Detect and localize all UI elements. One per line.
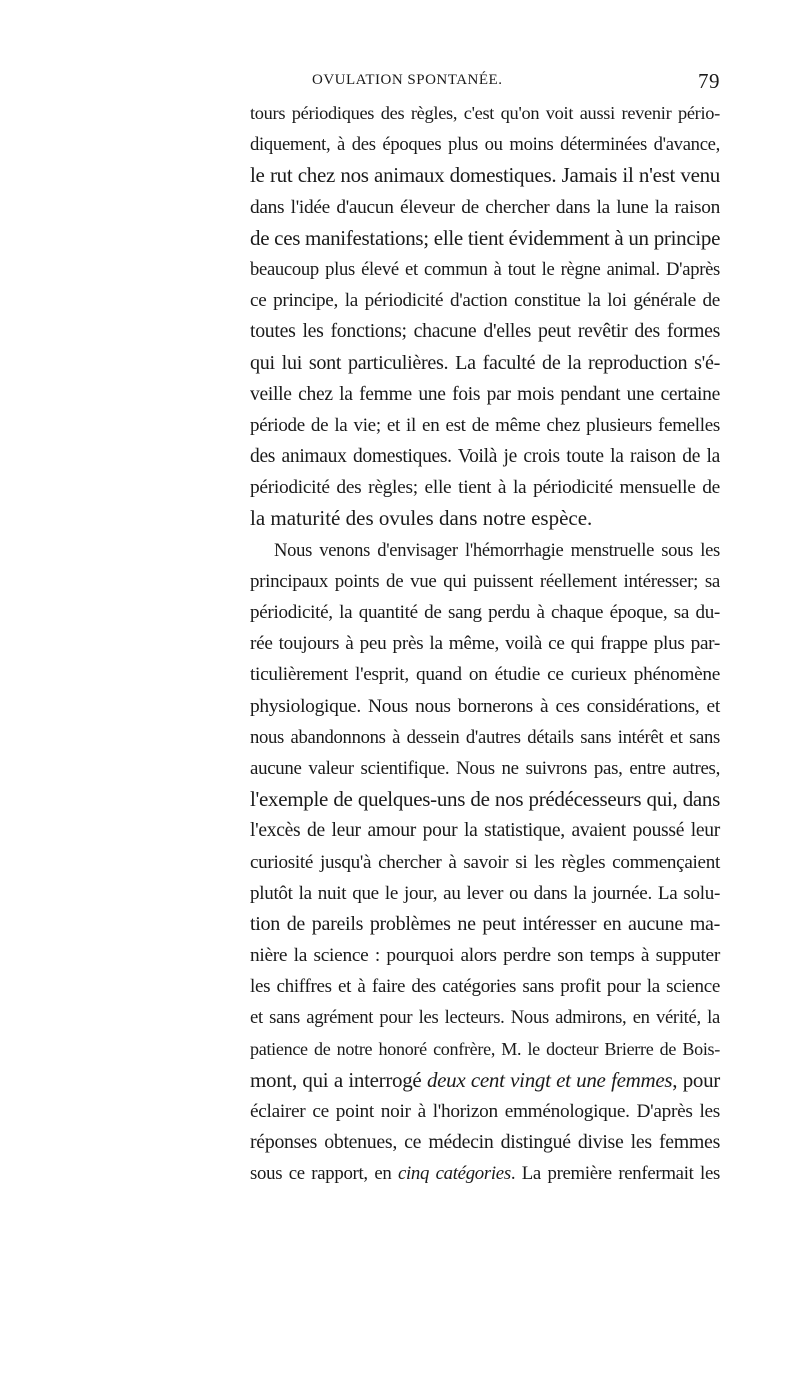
running-head [250, 69, 720, 94]
text-line: nière la science : pourquoi alors perdre son temps à supputer [250, 945, 720, 967]
text-line: rée toujours à peu près la même, voilà ce qui frappe plus par- [250, 633, 720, 655]
text-line: éclairer ce point noir à l'horizon emménologique. D'après les [250, 1101, 720, 1122]
text-line: diquement, à des époques plus ou moins déterminées d'avance, [250, 134, 720, 156]
text-line: curiosité jusqu'à chercher à savoir si les règles commençaient [250, 851, 720, 873]
text-line: le rut chez nos animaux domestiques. Jamais il n'est venu [250, 163, 720, 188]
text-line: périodicité, la quantité de sang perdu à chaque époque, sa du- [250, 602, 720, 623]
text-line: ticulièrement l'esprit, quand on étudie ce curieux phénomène [250, 664, 720, 686]
text-line: veille chez la femme une fois par mois pendant une certaine [250, 383, 720, 405]
text-line: l'excès de leur amour pour la statistique, avaient poussé leur [250, 820, 720, 842]
text-segment: . La première renfermait les [510, 1163, 720, 1185]
page-number: 79 [698, 69, 720, 93]
text-line: patience de notre honoré confrère, M. le docteur Brierre de Bois- [250, 1038, 720, 1059]
text-line: aucune valeur scientifique. Nous ne suivrons pas, entre autres, [250, 757, 720, 779]
italic-phrase: deux cent vingt et une femmes [426, 1067, 673, 1092]
text-line: et sans agrément pour les lecteurs. Nous admirons, en vérité, la [250, 1007, 720, 1029]
text-line: plutôt la nuit que le jour, au lever ou dans la journée. La solu- [250, 882, 720, 904]
text-line: l'exemple de quelques-uns de nos prédécesseurs qui, dans [250, 787, 720, 812]
text-line: les chiffres et à faire des catégories sans profit pour la science [250, 976, 720, 998]
text-line: périodicité des règles; elle tient à la périodicité mensuelle de [250, 477, 720, 499]
text-line: période de la vie; et il en est de même chez plusieurs femelles [250, 414, 720, 436]
italic-phrase: cinq catégories [397, 1163, 511, 1185]
paragraph-end-line: la maturité des ovules dans notre espèce. [250, 506, 593, 531]
text-line: principaux points de vue qui puissent réellement intéresser; sa [250, 570, 720, 592]
text-segment: sous ce rapport, en [250, 1163, 398, 1185]
text-line: tion de pareils problèmes ne peut intéresser en aucune ma- [250, 912, 720, 935]
text-line: qui lui sont particulières. La faculté de la reproduction s'é- [250, 351, 720, 374]
text-line: dans l'idée d'aucun éleveur de chercher dans la lune la raison [250, 196, 720, 218]
text-line: de ces manifestations; elle tient évidemment à un principe [250, 225, 721, 250]
text-line: beaucoup plus élevé et commun à tout le règne animal. D'après [250, 258, 720, 280]
paragraph-start-line: Nous venons d'envisager l'hémorrhagie menstruelle sous les [274, 539, 720, 561]
text-line: nous abandonnons à dessein d'autres détails sans intérêt et sans [250, 726, 720, 748]
text-line: des animaux domestiques. Voilà je crois toute la raison de la [250, 446, 720, 468]
text-line-with-italic [250, 1158, 720, 1189]
text-segment: mont, qui a interrogé [250, 1067, 427, 1092]
text-line: ce principe, la périodicité d'action constitue la loi générale de [250, 290, 720, 312]
text-line-with-italic [250, 1065, 720, 1096]
text-line: physiologique. Nous nous bornerons à ces considérations, et [250, 695, 720, 717]
running-title: OVULATION SPONTANÉE. [312, 72, 503, 88]
text-line: tours périodiques des règles, c'est qu'on voit aussi revenir pério- [250, 103, 720, 123]
text-line: toutes les fonctions; chacune d'elles peut revêtir des formes [250, 320, 720, 343]
body-text [250, 98, 720, 1190]
text-line: réponses obtenues, ce médecin distingué divise les femmes [250, 1131, 720, 1154]
text-segment: , pour [672, 1067, 720, 1092]
